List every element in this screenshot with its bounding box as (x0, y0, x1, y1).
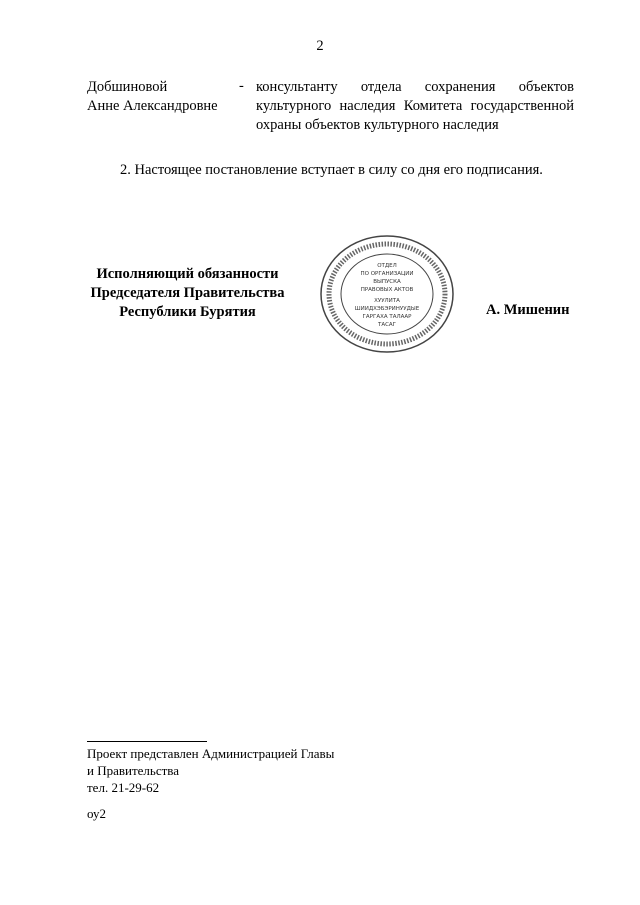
signatory-title-line: Исполняющий обязанности (96, 266, 279, 282)
footnote-line: Проект представлен Администрацией Главы (87, 746, 335, 761)
paragraph-2: 2. Настоящее постановление вступает в силу со дня его подписания. (120, 162, 543, 178)
footnote-divider (87, 741, 207, 742)
stamp-text-line: ВЫПУСКА (373, 279, 401, 285)
signer-name: А. Мишенин (486, 302, 570, 318)
stamp-text-line: ОТДЕЛ (377, 263, 397, 269)
signatory-title-line: Республики Бурятия (119, 304, 256, 320)
stamp-text-line: ШИИДХЭБЭРИНУУДЫЕ (354, 306, 420, 312)
stamp-text-line: ТАСАГ (377, 322, 397, 328)
appointee-surname: Добшиновой (87, 79, 168, 95)
appointee-given-name: Анне Александровне (87, 98, 218, 114)
official-stamp (318, 233, 456, 355)
page-number: 2 (316, 38, 324, 54)
footnote-phone: тел. 21-29-62 (87, 780, 160, 795)
stamp-text-line: ГАРГАХА ТАЛААР (362, 314, 412, 320)
appointee-position: консультанту отдела сохранения объектов культурного наследия Комитета государственной охраны объектов культурного наследия (256, 79, 574, 133)
stamp-text-line: ПО ОРГАНИЗАЦИИ (360, 271, 414, 277)
stamp-text-line: ХУУЛИТА (374, 298, 400, 304)
document-code: оу2 (87, 806, 107, 821)
signatory-title (80, 265, 295, 322)
signatory-title-line: Председателя Правительства (90, 285, 285, 301)
footnote (87, 745, 334, 796)
footnote-line: и Правительства (87, 763, 180, 778)
appointee-name (87, 78, 218, 116)
stamp-text-line: ПРАВОВЫХ АКТОВ (360, 287, 414, 293)
dash-separator: - (239, 78, 244, 94)
